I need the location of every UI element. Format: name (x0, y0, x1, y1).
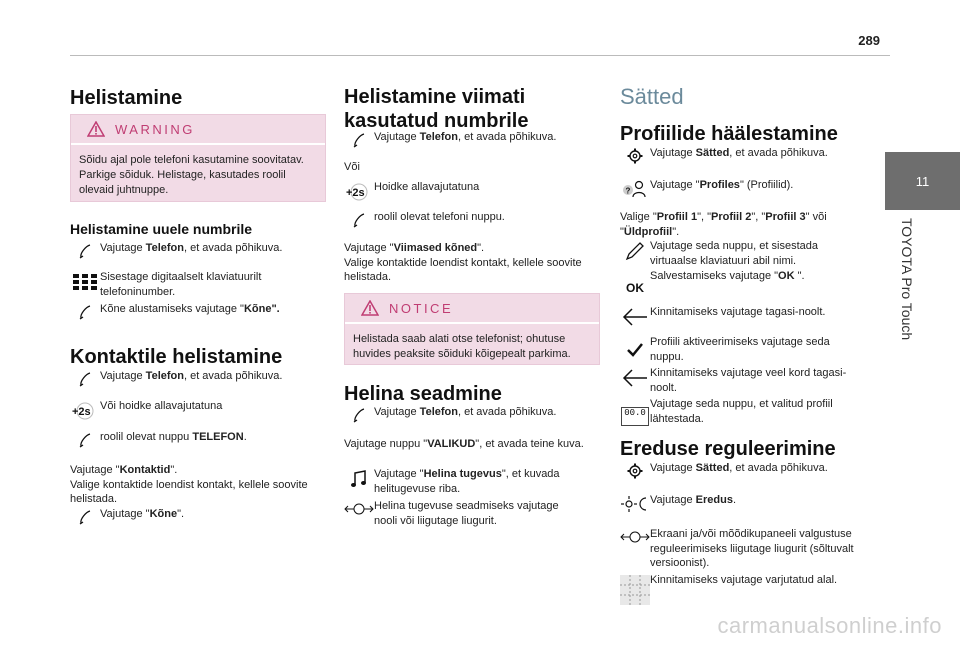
reset-glyph: 00.0 (621, 407, 649, 426)
step-text: Kinnitamiseks vajutage varjutatud alal. (650, 574, 838, 586)
step-row (620, 305, 870, 327)
brightness-icon (621, 495, 649, 513)
phone-button-icon (78, 509, 92, 525)
step-row (620, 269, 870, 295)
notice-heading: NOTICE (389, 300, 454, 316)
step-row (70, 270, 330, 299)
step-text: Ekraani ja/või mõõdikupaneeli valgustuse reguleerimiseks liigutage liugurit (sõltuvalt versioonist). (650, 528, 854, 569)
svg-text:+2s: +2s (72, 406, 91, 418)
section-title-helistamine: Helistamine (70, 87, 183, 109)
step-row (620, 397, 870, 426)
chapter-title (893, 218, 923, 368)
phone-button-icon (352, 407, 366, 423)
pencil-icon (625, 241, 645, 261)
step-text: Helina tugevuse seadmiseks vajutage nooli või liigutage liugurit. (374, 500, 559, 527)
notice-header (345, 294, 599, 324)
step-text: Vajutage "Helina tugevus", et kuvada helitugevuse riba. (374, 468, 560, 495)
step-row (70, 430, 330, 448)
step-text: Vajutage Sätted, et avada põhikuva. (650, 462, 828, 474)
step-row (344, 405, 594, 423)
step-row (70, 302, 330, 320)
watermark: carmanualsonline.info (717, 613, 942, 638)
paragraph: Vajutage nuppu "VALIKUD", et avada teine kuva. (344, 438, 584, 450)
step-text: Vajutage Telefon, et avada põhikuva. (100, 370, 283, 382)
step-text: Või hoidke allavajutatuna (100, 400, 223, 412)
phone-button-icon (78, 304, 92, 320)
hold-2s-icon (71, 401, 99, 421)
step-row (620, 573, 875, 605)
step-row (344, 467, 594, 496)
paragraph: Valige "Profiil 1", "Profiil 2", "Profiil 3" või "Üldprofiil". (620, 211, 827, 238)
step-row (344, 210, 594, 228)
phone-button-icon (78, 371, 92, 387)
notice-box (344, 293, 600, 365)
step-row (620, 239, 870, 268)
step-row (620, 366, 870, 395)
step-row (344, 180, 594, 202)
slider-icon (344, 501, 374, 517)
back-arrow-icon (622, 368, 648, 388)
warning-heading: WARNING (115, 121, 195, 137)
notice-icon (361, 300, 379, 316)
step-text: Salvestamiseks vajutage "OK ". (650, 270, 805, 282)
step-row (70, 369, 330, 387)
chapter-tab: 11 (885, 152, 960, 210)
step-row (620, 461, 870, 479)
step-text: roolil olevat telefoni nuppu. (374, 211, 505, 223)
phone-button-icon (78, 432, 92, 448)
step-text: Kinnitamiseks vajutage veel kord tagasi-noolt. (650, 367, 847, 394)
step-text: Vajutage Telefon, et avada põhikuva. (100, 242, 283, 254)
gear-icon (627, 148, 643, 164)
step-text: Hoidke allavajutatuna (374, 181, 480, 193)
subheading-profiilid: Profiilide häälestamine (620, 123, 838, 145)
back-arrow-icon (622, 307, 648, 327)
phone-button-icon (352, 132, 366, 148)
step-text: Vajutage Telefon, et avada põhikuva. (374, 406, 557, 418)
step-text: Kinnitamiseks vajutage tagasi-noolt. (650, 306, 826, 318)
step-row (620, 178, 870, 198)
step-text: Vajutage seda nuppu, et valitud profiil lähtestada. (650, 398, 833, 425)
phone-button-icon (352, 212, 366, 228)
step-text: Vajutage Telefon, et avada põhikuva. (374, 131, 557, 143)
step-row (620, 493, 870, 513)
step-row (70, 399, 330, 421)
step-text: roolil olevat nuppu TELEFON. (100, 431, 247, 443)
step-row (620, 335, 870, 364)
step-row (70, 507, 330, 525)
gear-icon (627, 463, 643, 479)
paragraph: Vajutage "Viimased kõned". Valige kontaktide loendist kontakt, kellele soovite helistada. (344, 242, 582, 283)
step-text: Vajutage seda nuppu, et sisestada virtuaalse klaviatuuri abil nimi. (650, 240, 818, 267)
profile-icon (622, 180, 648, 198)
step-row (70, 241, 330, 259)
step-row (620, 527, 875, 571)
page-number: 289 (858, 33, 880, 48)
step-row (344, 130, 594, 148)
subheading-eredus: Ereduse reguleerimine (620, 438, 836, 460)
section-title-satted: Sätted (620, 84, 684, 109)
step-row (344, 499, 594, 528)
hold-2s-icon (345, 182, 373, 202)
step-text: Sisestage digitaalselt klaviatuurilt telefoninumber. (100, 271, 262, 298)
warning-box (70, 114, 326, 202)
keypad-icon (73, 272, 97, 292)
checkmark-icon (627, 343, 643, 357)
step-text: Vajutage "Profiles" (Profiilid). (650, 179, 794, 191)
section-title-viimati: Helistamine viimati kasutatud numbrile (344, 86, 529, 132)
warning-text: Sõidu ajal pole telefoni kasutamine soovitatav. Parkige sõiduk. Helistage, kasutades roolil olevaid juhtnuppe. (79, 154, 304, 196)
step-text: Profiili aktiveerimiseks vajutage seda nuppu. (650, 336, 830, 363)
or-text: Või (344, 161, 360, 173)
paragraph: Vajutage "Kontaktid". Valige kontaktide loendist kontakt, kellele soovite helistada. (70, 464, 308, 505)
chapter-title-text: TOYOTA Pro Touch (899, 218, 915, 341)
step-text: Vajutage Sätted, et avada põhikuva. (650, 147, 828, 159)
subheading-new-number: Helistamine uuele numbrile (70, 221, 253, 237)
section-title-helina: Helina seadmine (344, 383, 502, 405)
step-text: Kõne alustamiseks vajutage "Kõne". (100, 303, 280, 315)
shaded-area-icon (620, 575, 650, 605)
phone-button-icon (78, 243, 92, 259)
step-text: Vajutage "Kõne". (100, 508, 185, 520)
svg-text:+2s: +2s (346, 187, 365, 199)
warning-icon (87, 121, 105, 137)
notice-text: Helistada saab alati otse telefonist; ohutuse huvides peaksite sõiduki kõigepealt parkima. (353, 333, 571, 360)
warning-header (71, 115, 325, 145)
ok-glyph: OK (626, 281, 644, 295)
section-title-kontaktile: Kontaktile helistamine (70, 346, 283, 368)
slider-icon (620, 529, 650, 545)
step-text: Vajutage Eredus. (650, 494, 737, 506)
top-rule (70, 55, 890, 56)
step-row (620, 146, 870, 164)
music-note-icon (350, 469, 368, 489)
svg-text:?: ? (625, 186, 631, 196)
